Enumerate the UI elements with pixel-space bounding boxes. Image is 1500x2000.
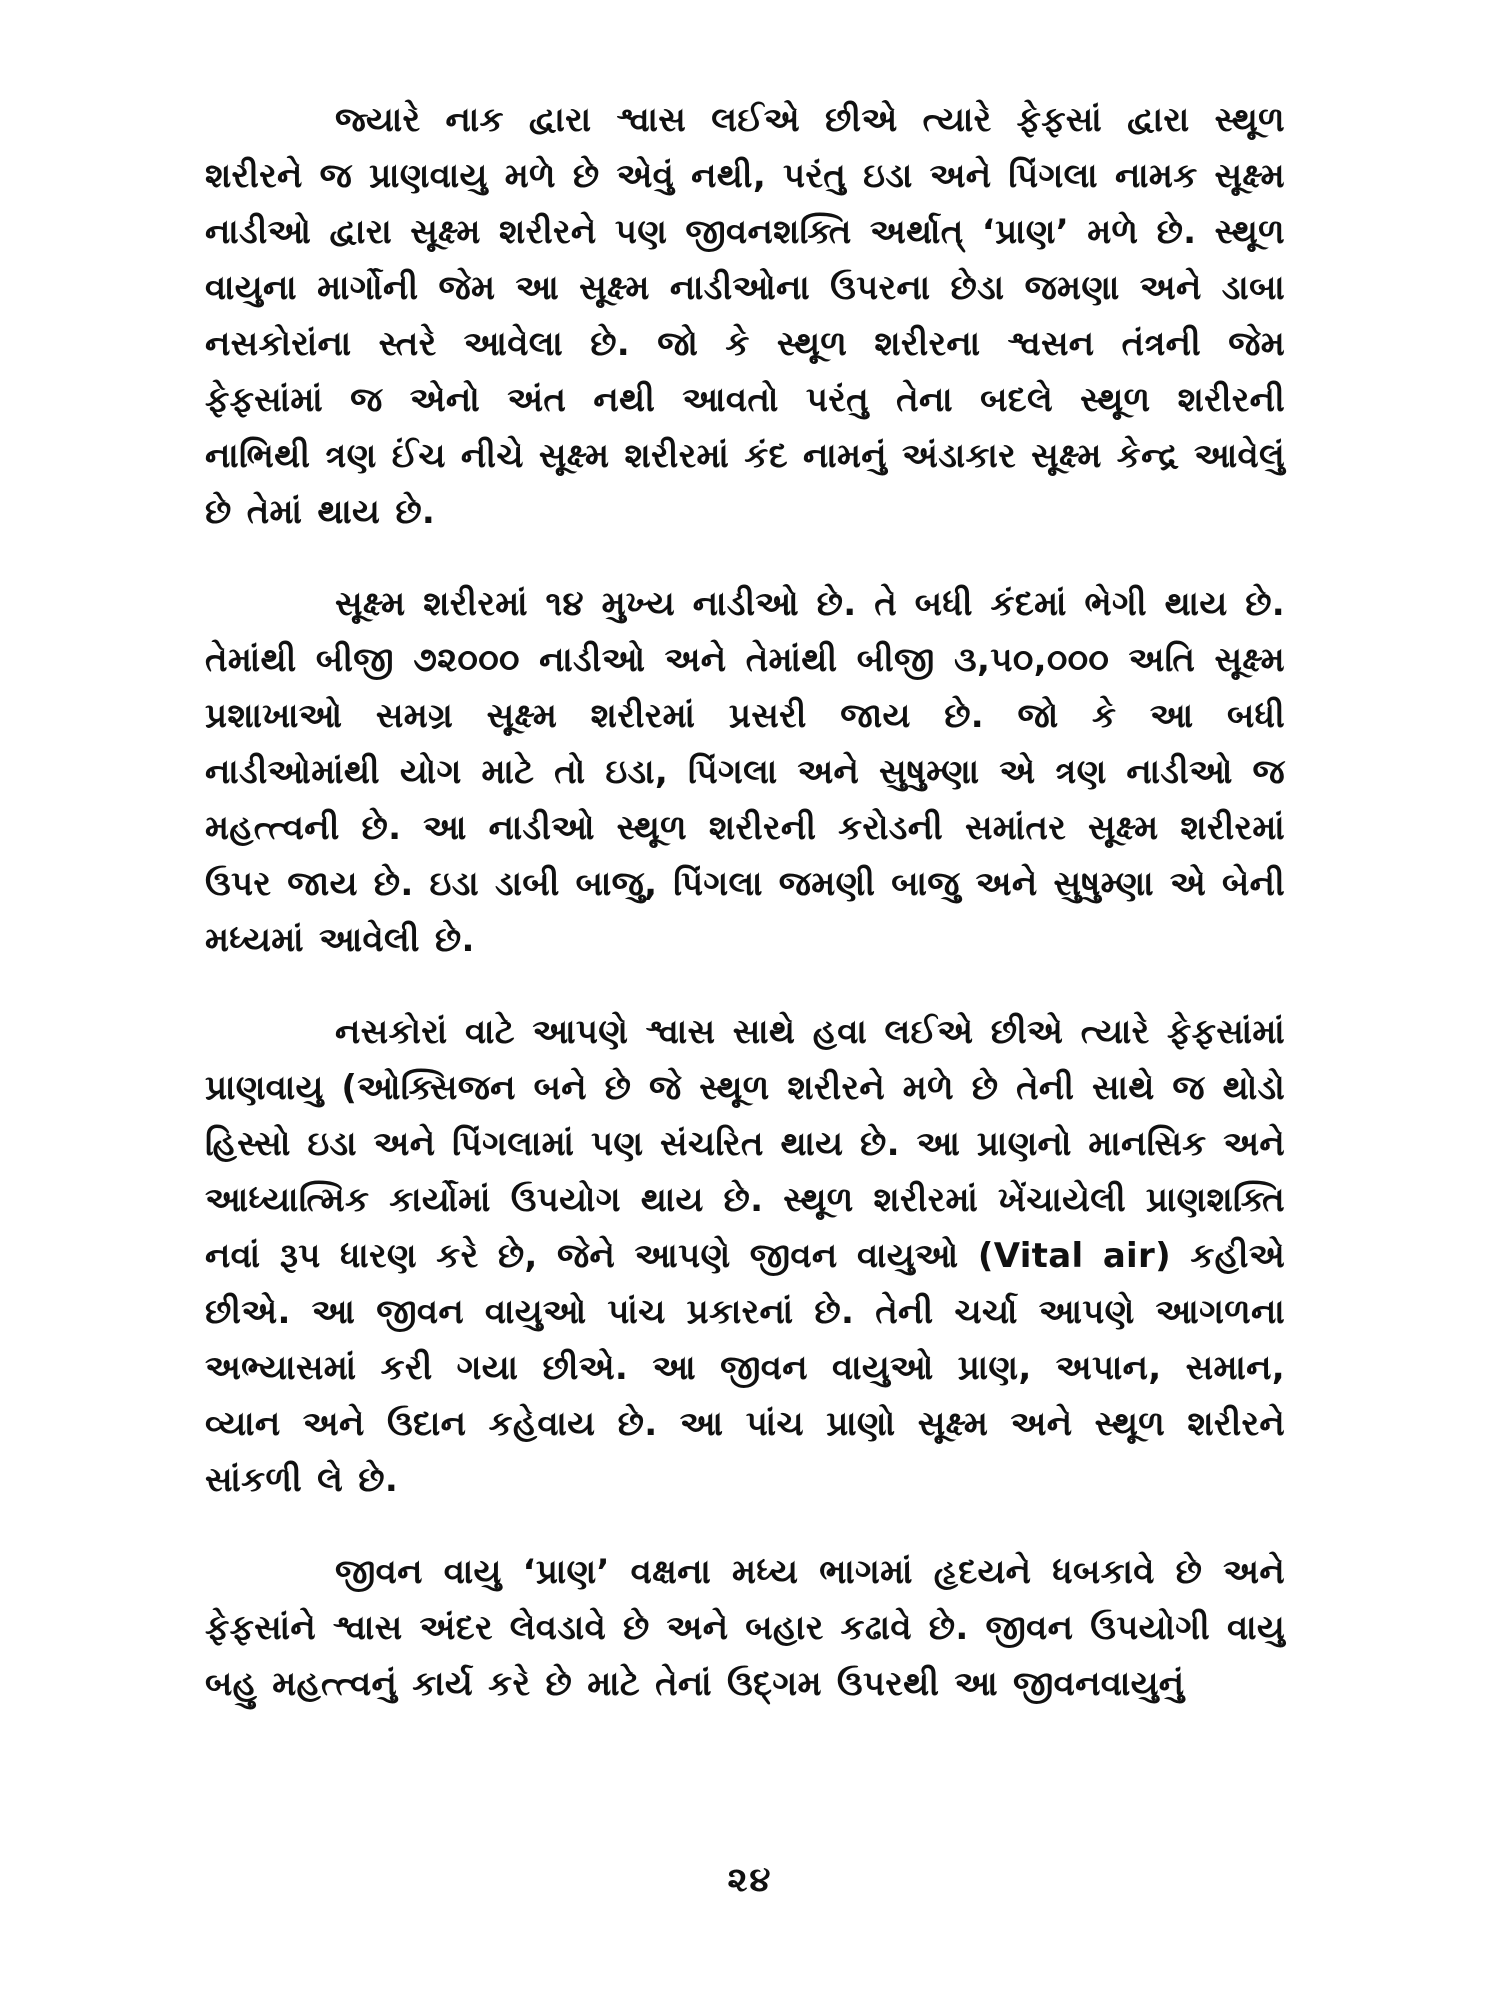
- paragraph-2: સૂક્ષ્મ શરીરમાં ૧૪ મુખ્ય નાડીઓ છે. તે બધી કંદમાં ભેગી થાય છે. તેમાંથી બીજી ૭૨૦૦૦ નાડીઓ અને તેમાંથી બીજી ૩,૫૦,૦૦૦ અતિ સૂક્ષ્મ પ્રશાખાઓ સમગ્ર સૂક્ષ્મ શરીરમાં પ્રસરી જાય છે. જો કે આ બધી નાડીઓમાંથી યોગ માટે તો ઇડા, પિંગલા અને સુષુમ્ણા એ ત્રણ નાડીઓ જ મહત્ત્વની છે. આ નાડીઓ સ્થૂળ શરીરની કરોડની સમાંતર સૂક્ષ્મ શરીરમાં ઉપર જાય છે. ઇડા ડાબી બાજુ, પિંગલા જમણી બાજુ અને સુષુમ્ણા એ બેની મધ્યમાં આવેલી છે.: [205, 584, 1285, 960]
- paragraph-3: નસકોરાં વાટે આપણે શ્વાસ સાથે હવા લઈએ છીએ ત્યારે ફેફસાંમાં પ્રાણવાયુ (ઓક્સિજન બને છે જે સ્થૂળ શરીરને મળે છે તેની સાથે જ થોડો હિસ્સો ઇડા અને પિંગલામાં પણ સંચરિત થાય છે. આ પ્રાણનો માનસિક અને આધ્યાત્મિક કાર્યોમાં ઉપયોગ થાય છે. સ્થૂળ શરીરમાં ખેંચાયેલી પ્રાણશક્તિ નવાં રૂપ ધારણ કરે છે, જેને આપણે જીવન વાયુઓ (Vital air) કહીએ છીએ. આ જીવન વાયુઓ પાંચ પ્રકારનાં છે. તેની ચર્ચા આપણે આગળના અભ્યાસમાં કરી ગયા છીએ. આ જીવન વાયુઓ પ્રાણ, અપાન, સમાન, વ્યાન અને ઉદાન કહેવાય છે. આ પાંચ પ્રાણો સૂક્ષ્મ અને સ્થૂળ શરીરને સાંકળી લે છે.: [205, 1012, 1285, 1500]
- paragraph-1: જ્યારે નાક દ્વારા શ્વાસ લઈએ છીએ ત્યારે ફેફસાં દ્વારા સ્થૂળ શરીરને જ પ્રાણવાયુ મળે છે એવું નથી, પરંતુ ઇડા અને પિંગલા નામક સૂક્ષ્મ નાડીઓ દ્વારા સૂક્ષ્મ શરીરને પણ જીવનશક્તિ અર્થાત્ ‘પ્રાણ’ મળે છે. સ્થૂળ વાયુના માર્ગોની જેમ આ સૂક્ષ્મ નાડીઓના ઉપરના છેડા જમણા અને ડાબા નસકોરાંના સ્તરે આવેલા છે. જો કે સ્થૂળ શરીરના શ્વસન તંત્રની જેમ ફેફસાંમાં જ એનો અંત નથી આવતો પરંતુ તેના બદલે સ્થૂળ શરીરની નાભિથી ત્રણ ઈંચ નીચે સૂક્ષ્મ શરીરમાં કંદ નામનું અંડાકાર સૂક્ષ્મ કેન્દ્ર આવેલું છે તેમાં થાય છે.: [205, 100, 1285, 532]
- paragraph-4: જીવન વાયુ ‘પ્રાણ’ વક્ષના મધ્ય ભાગમાં હૃદયને ધબકાવે છે અને ફેફસાંને શ્વાસ અંદર લેવડાવે છે અને બહાર કઢાવે છે. જીવન ઉપયોગી વાયુ બહુ મહત્ત્વનું કાર્ય કરે છે માટે તેનાં ઉદ્‌ગમ ઉપરથી આ જીવનવાયુનું: [205, 1552, 1285, 1704]
- page-number: ૨૪: [727, 1860, 773, 1900]
- body-text: [205, 92, 1285, 1748]
